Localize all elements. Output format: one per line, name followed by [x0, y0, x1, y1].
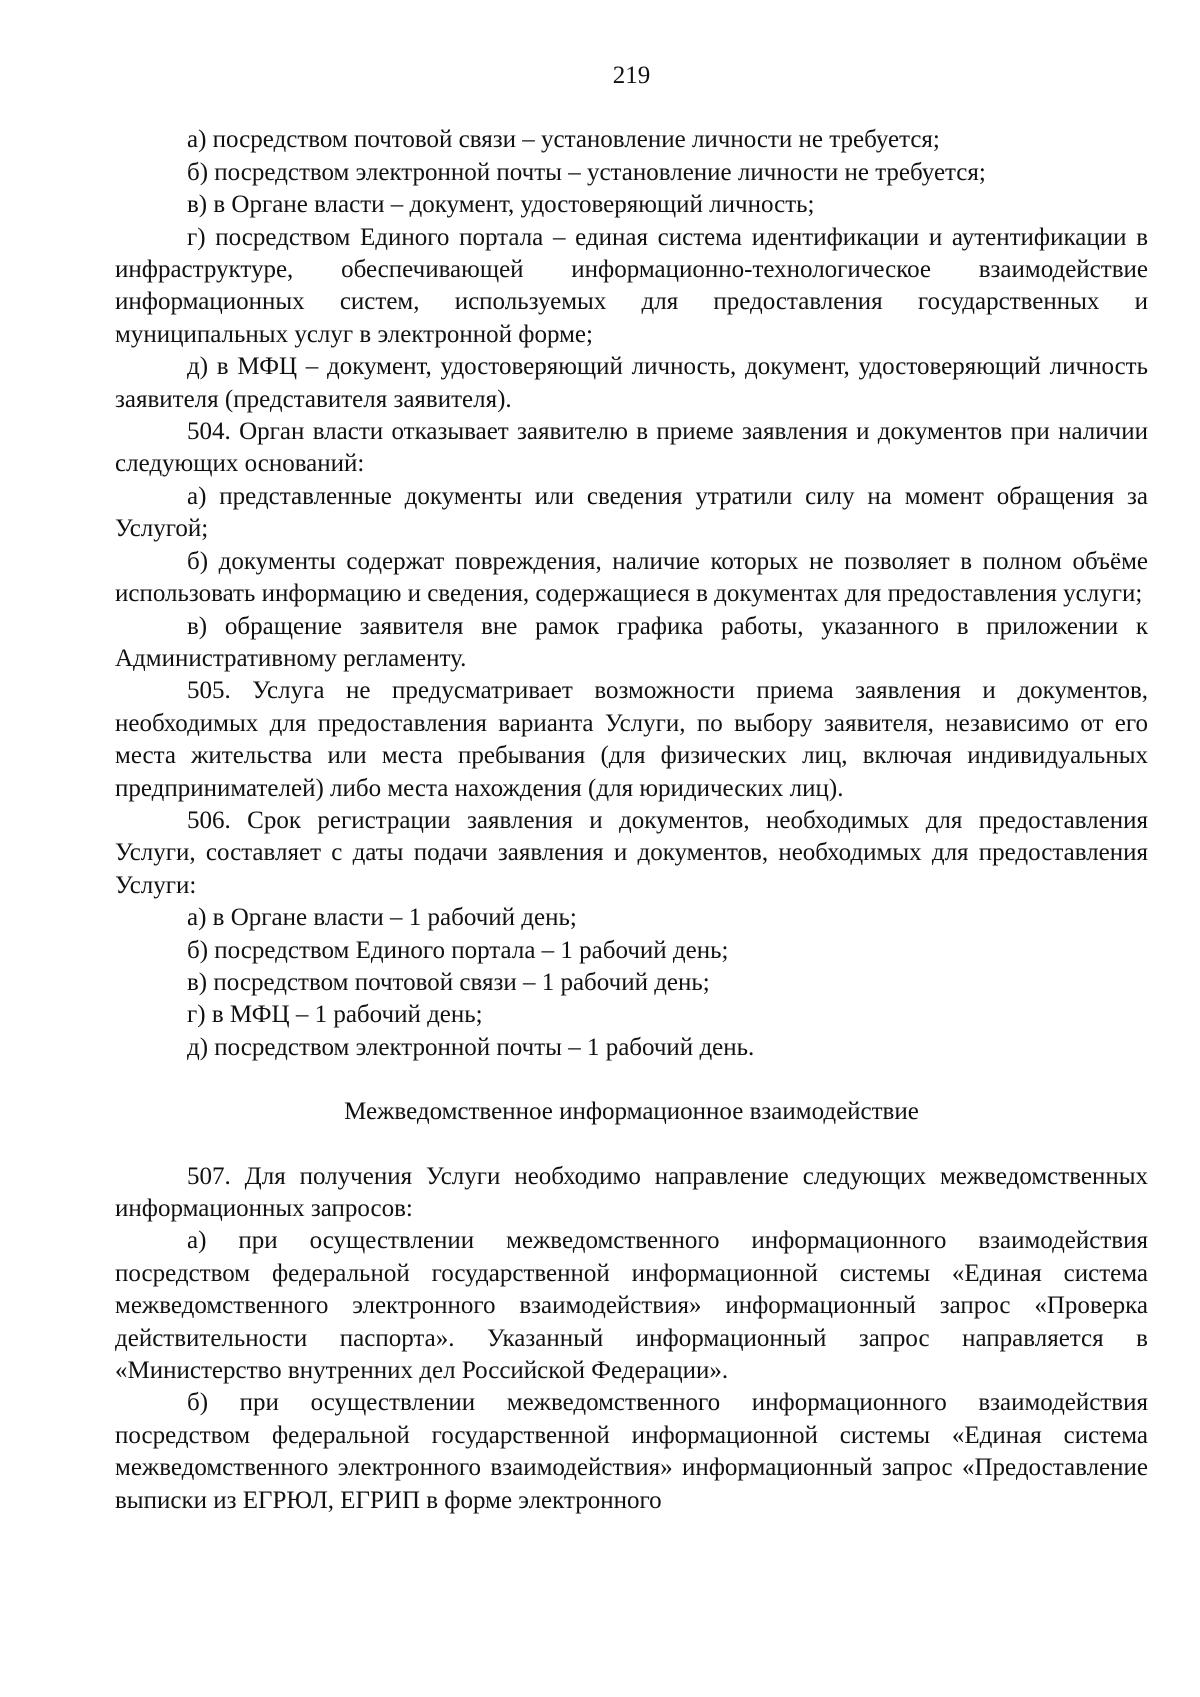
paragraph-507-a: а) при осуществлении межведомственного информационного взаимодействия посредством федеральной государственной информационной системы «Единая система межведомственного электронного взаимодействия» информационный запрос «Проверка действительности паспорта». Указанный информационный запрос направляется в «Министерство внутренних дел Российской Федерации».	[115, 1227, 1148, 1385]
paragraph-507-b: б) при осуществлении межведомственного информационного взаимодействия посредством федеральной государственной информационной системы «Единая система межведомственного электронного взаимодействия» информационный запрос «Предоставление выписки из ЕГРЮЛ, ЕГРИП в форме электронного	[115, 1389, 1148, 1514]
paragraph-v-authority: в) в Органе власти – документ, удостоверяющий личность;	[187, 191, 815, 219]
paragraph-506-b: б) посредством Единого портала – 1 рабочий день;	[187, 936, 729, 964]
document-page	[115, 60, 1148, 1517]
paragraph-505: 505. Услуга не предусматривает возможности приема заявления и документов, необходимых для предоставления варианта Услуги, по выбору заявителя, независимо от его места жительства или места пребывания (для физических лиц, включая индивидуальных предпринимателей) либо места нахождения (для юридических лиц).	[115, 677, 1148, 802]
paragraph-506: 506. Срок регистрации заявления и документов, необходимых для предоставления Услуги, составляет с даты подачи заявления и документов, необходимых для предоставления Услуги:	[115, 806, 1148, 899]
paragraph-d-mfc: д) в МФЦ – документ, удостоверяющий личность, документ, удостоверяющий личность заявителя (представителя заявителя).	[115, 353, 1148, 413]
paragraph-506-g: г) в МФЦ – 1 рабочий день;	[187, 1001, 483, 1029]
paragraph-504-a: а) представленные документы или сведения утратили силу на момент обращения за Услугой;	[115, 482, 1148, 543]
section-heading: Межведомственное информационное взаимодействие	[344, 1098, 919, 1126]
paragraph-507: 507. Для получения Услуги необходимо направление следующих межведомственных информационных запросов:	[115, 1162, 1148, 1222]
page-number: 219	[612, 62, 651, 89]
paragraph-504: 504. Орган власти отказывает заявителю в приеме заявления и документов при наличии следующих оснований:	[115, 418, 1148, 478]
paragraph-b-email: б) посредством электронной почты – установление личности не требуется;	[187, 158, 986, 186]
paragraph-506-d: д) посредством электронной почты – 1 рабочий день.	[187, 1033, 755, 1061]
paragraph-504-v: в) обращение заявителя вне рамок графика работы, указанного в приложении к Административному регламенту.	[115, 612, 1148, 672]
paragraph-a-post: а) посредством почтовой связи – установление личности не требуется;	[187, 126, 940, 154]
paragraph-506-a: а) в Органе власти – 1 рабочий день;	[187, 904, 577, 932]
paragraph-g-portal: г) посредством Единого портала – единая система идентификации и аутентификации в инфраструктуре, обеспечивающей информационно-технологическое взаимодействие информационных систем, используемых для предоставления государственных и муниципальных услуг в электронной форме;	[115, 223, 1148, 348]
paragraph-504-b: б) документы содержат повреждения, наличие которых не позволяет в полном объёме использовать информацию и сведения, содержащиеся в документах для предоставления услуги;	[115, 547, 1148, 608]
paragraph-506-v: в) посредством почтовой связи – 1 рабочий день;	[187, 968, 710, 996]
